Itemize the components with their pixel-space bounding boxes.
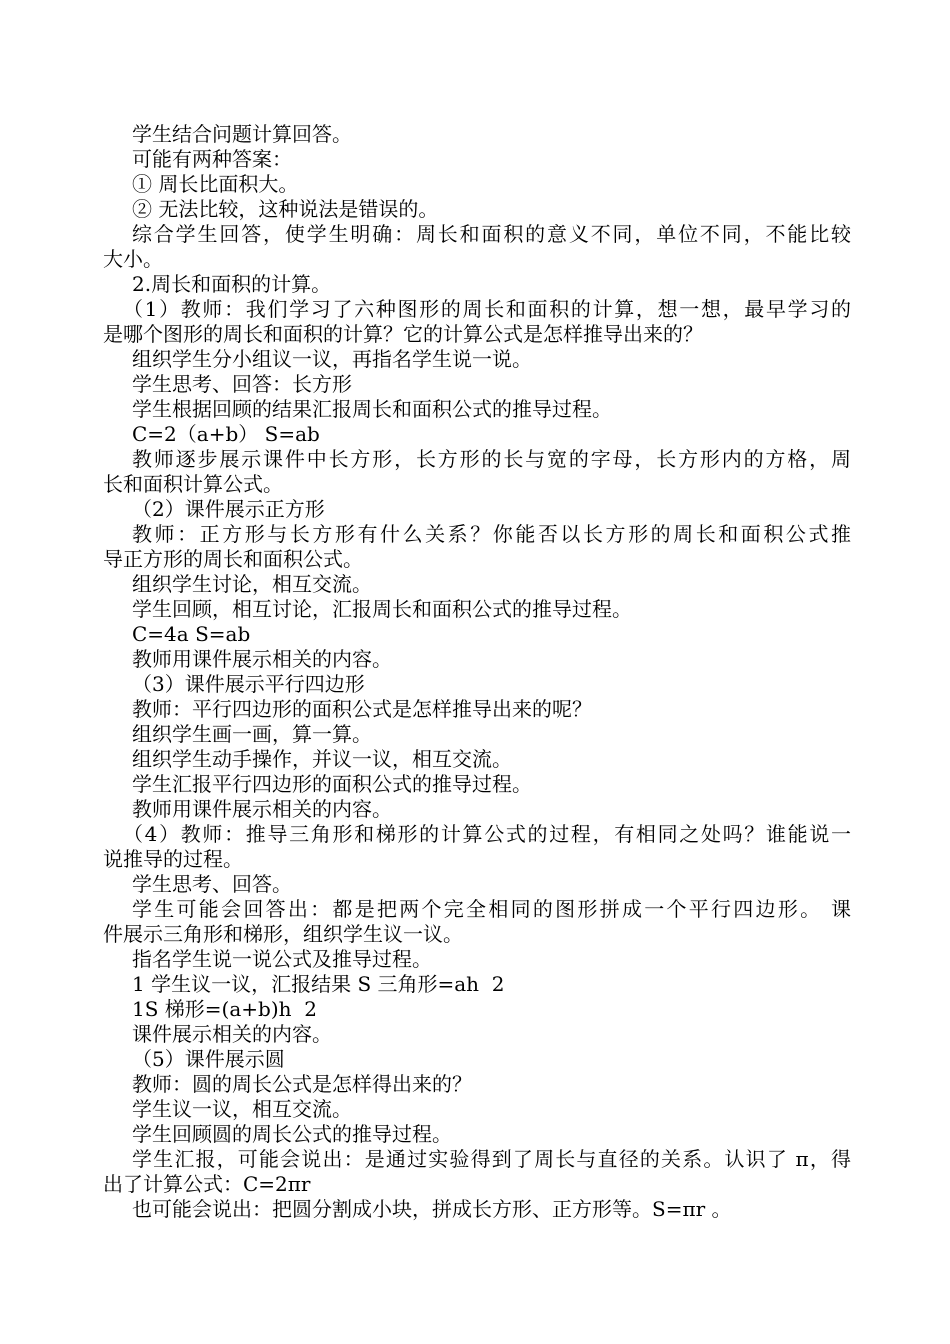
text-line: ① 周长比面积大。 [132, 172, 299, 196]
text-line: ② 无法比较，这种说法是错误的。 [132, 197, 439, 221]
text-line: 学生思考、回答。 [132, 872, 292, 896]
text-line: 教师：正方形与长方形有什么关系？你能否以长方形的周长和面积公式推 [132, 522, 851, 546]
text-line: 学生可能会回答出：都是把两个完全相同的图形拼成一个平行四边形。 课 [132, 897, 851, 921]
text-line: （3）课件展示平行四边形 [132, 672, 365, 696]
text-line: 可能有两种答案： [132, 147, 292, 171]
text-line: 2.周长和面积的计算。 [132, 272, 332, 296]
text-line: 长和面积计算公式。 [103, 472, 283, 496]
text-line: 学生回顾，相互讨论，汇报周长和面积公式的推导过程。 [132, 597, 632, 621]
text-line: 指名学生说一说公式及推导过程。 [132, 947, 432, 971]
text-line: （2）课件展示正方形 [132, 497, 325, 521]
text-line: C=2（a+b） S=ab [132, 422, 320, 446]
text-line: 组织学生讨论，相互交流。 [132, 572, 372, 596]
text-line: 学生议一议，相互交流。 [132, 1097, 352, 1121]
text-line: 学生结合问题计算回答。 [132, 122, 352, 146]
text-line: 也可能会说出：把圆分割成小块，拼成长方形、正方形等。S=πr 。 [132, 1197, 732, 1221]
text-line: 是哪个图形的周长和面积的计算？它的计算公式是怎样推导出来的？ [103, 322, 703, 346]
text-line: 课件展示相关的内容。 [132, 1022, 332, 1046]
text-line: 学生思考、回答：长方形 [132, 372, 352, 396]
text-line: （4）教师：推导三角形和梯形的计算公式的过程，有相同之处吗？谁能说一 [123, 822, 851, 846]
text-line: （5）课件展示圆 [132, 1047, 285, 1071]
text-line: 组织学生画一画，算一算。 [132, 722, 372, 746]
text-line: 学生汇报，可能会说出：是通过实验得到了周长与直径的关系。认识了 π，得 [132, 1147, 851, 1171]
text-line: 1 学生议一议，汇报结果 S 三角形=ah 2 [132, 972, 505, 996]
text-line: 综合学生回答，使学生明确：周长和面积的意义不同，单位不同，不能比较 [132, 222, 851, 246]
text-line: 学生回顾圆的周长公式的推导过程。 [132, 1122, 452, 1146]
document-page [103, 122, 851, 1222]
text-line: 件展示三角形和梯形，组织学生议一议。 [103, 922, 463, 946]
text-line: 教师：圆的周长公式是怎样得出来的？ [132, 1072, 472, 1096]
text-line: 教师：平行四边形的面积公式是怎样推导出来的呢？ [132, 697, 592, 721]
text-line: （1）教师：我们学习了六种图形的周长和面积的计算，想一想，最早学习的 [123, 297, 851, 321]
text-line: 学生根据回顾的结果汇报周长和面积公式的推导过程。 [132, 397, 612, 421]
text-line: 教师用课件展示相关的内容。 [132, 647, 392, 671]
text-line: 导正方形的周长和面积公式。 [103, 547, 363, 571]
text-line: C=4a S=ab [132, 622, 251, 646]
text-line: 组织学生分小组议一议，再指名学生说一说。 [132, 347, 532, 371]
text-line: 组织学生动手操作，并议一议，相互交流。 [132, 747, 512, 771]
text-line: 教师用课件展示相关的内容。 [132, 797, 392, 821]
text-line: 1S 梯形=(a+b)h 2 [132, 997, 317, 1021]
text-line: 出了计算公式：C=2πr [103, 1172, 311, 1196]
text-line: 大小。 [103, 247, 163, 271]
text-line: 说推导的过程。 [103, 847, 243, 871]
text-line: 教师逐步展示课件中长方形，长方形的长与宽的字母，长方形内的方格，周 [132, 447, 851, 471]
text-line: 学生汇报平行四边形的面积公式的推导过程。 [132, 772, 532, 796]
